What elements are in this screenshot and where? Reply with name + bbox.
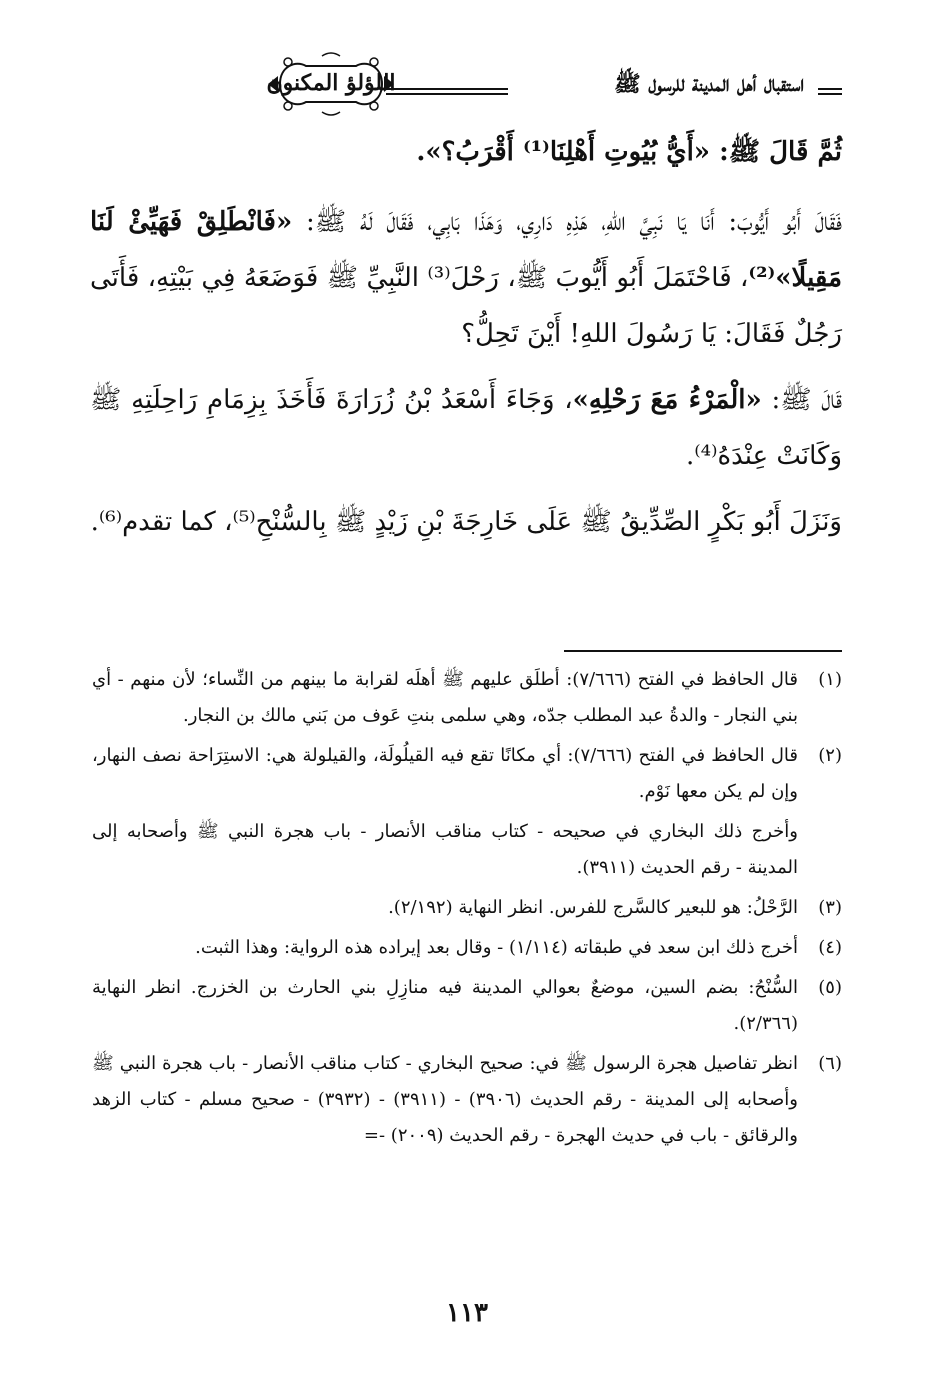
book-title: اللؤلؤ المكنون [266,70,396,96]
main-text [90,124,842,560]
paragraph-1: ثُمَّ قَالَ ﷺ: «أَيُّ بُيُوتِ أَهْلِنَا⁽¹⁾ أَقْرَبُ؟». [416,137,842,167]
footnote-5 [92,970,842,1042]
footnote-number: (٤) [818,937,842,958]
footnote-4 [92,930,842,966]
footnotes [92,662,842,1158]
footnote-1 [92,662,842,734]
footnote-text: السُّنْحُ: بضم السين، موضعٌ بعوالي المدينة فيه منازِلِ بني الحارث بن الخزرج. انظر النهاية (٢/٣٦٦). [92,977,798,1034]
footnote-number: (١) [818,669,842,690]
footnote-number: (٢) [818,745,842,766]
footnote-number: (٣) [818,897,842,918]
footnote-2 [92,738,842,810]
paragraph-3-text-b: ، وَجَاءَ أَسْعَدُ بْنُ زُرَارَةَ فَأَخَذَ بِزِمَامِ رَاحِلَتِهِ ﷺ وَكَانَتْ عِنْدَهُ⁽⁴⁾. [90,385,842,471]
header-rule-right [818,88,842,95]
page-number: ١١٣ [446,1298,488,1328]
paragraph-2-quote: «فَانْطَلِقْ فَهَيِّئْ لَنَا مَقِيلًا»⁽²⁾ [90,207,842,293]
footnote-text: أخرج ذلك ابن سعد في طبقاته (١/١١٤) - وقال بعد إيراده هذه الرواية: وهذا الثبت. [195,937,798,958]
page-header [86,52,842,116]
footnote-number: (٦) [818,1053,842,1074]
paragraph-2-text-b: ، فَاحْتَمَلَ أَبُو أَيُّوبَ ﷺ، رَحْلَ⁽³⁾ النَّبِيِّ ﷺ فَوَضَعَهُ فِي بَيْتِهِ، فَأَتَى رَجُلٌ فَقَالَ: يَا رَسُولَ اللهِ! أَيْنَ تَحِلُّ؟ [90,263,842,349]
footnote-3 [92,890,842,926]
footnote-number: (٥) [818,977,842,998]
footnote-2-continuation [92,814,842,886]
footnote-text: انظر تفاصيل هجرة الرسول ﷺ في: صحيح البخاري - كتاب مناقب الأنصار - باب هجرة النبي ﷺ وأصحابه إلى المدينة - رقم الحديث (٣٩٠٦) - (٣٩١١) - (٣٩٣٢) - صحيح مسلم - كتاب الزهد والرقائق - باب في حديث الهجرة - رقم الحديث (٢٠٠٩) -= [92,1053,798,1146]
section-title: استقبال أهل المدينة للرسول ﷺ [614,71,804,97]
paragraph-3-quote: «الْمَرْءُ مَعَ رَحْلِهِ» [572,385,762,415]
footnote-text: وأخرج ذلك البخاري في صحيحه - كتاب مناقب الأنصار - باب هجرة النبي ﷺ وأصحابه إلى المدينة - رقم الحديث (٣٩١١). [92,821,798,878]
header-rule-middle [386,88,508,95]
footnote-text: قال الحافظ في الفتح (٧/٦٦٦): أي مكانًا تقع فيه القيلُولَة، والقيلولة هي: الاستِرَاحة نصف النهار، وإن لم يكن معها نَوْم. [92,745,799,802]
paragraph-2 [90,194,842,362]
paragraph-3 [90,372,842,484]
footnote-text: قال الحافظ في الفتح (٧/٦٦٦): أطلَق عليهم ﷺ أهلَه لقرابة ما بينهم من النِّساء؛ لأن منهم - أي بني النجار - والدةُ عبد المطلب جدّه، وهي سلمى بنتِ عَوف من بَني مالك بن النجار. [92,669,798,726]
paragraph-4: وَنَزَلَ أَبُو بَكْرٍ الصِّدِّيقُ ﷺ عَلَى خَارِجَةَ بْنِ زَيْدٍ ﷺ بِالسُّنْحِ⁽⁵⁾، كما تقدم⁽⁶⁾. [90,507,842,537]
footnote-6 [92,1046,842,1154]
book-title-badge [266,52,396,116]
footnote-separator [564,650,842,652]
paragraph-3-text-a: قَالَ ﷺ: [771,385,843,415]
footnote-text: الرَّحْلُ: هو للبعير كالسَّرج للفرس. انظر النهاية (٢/١٩٢). [388,897,798,918]
paragraph-2-text-a: فَقَالَ أَبُو أَيُّوبَ: أَنَا يَا نَبِيَّ اللهِ، هَذِهِ دَارِي، وَهَذَا بَابِي، فَقَالَ لَهُ ﷺ: [306,207,842,237]
